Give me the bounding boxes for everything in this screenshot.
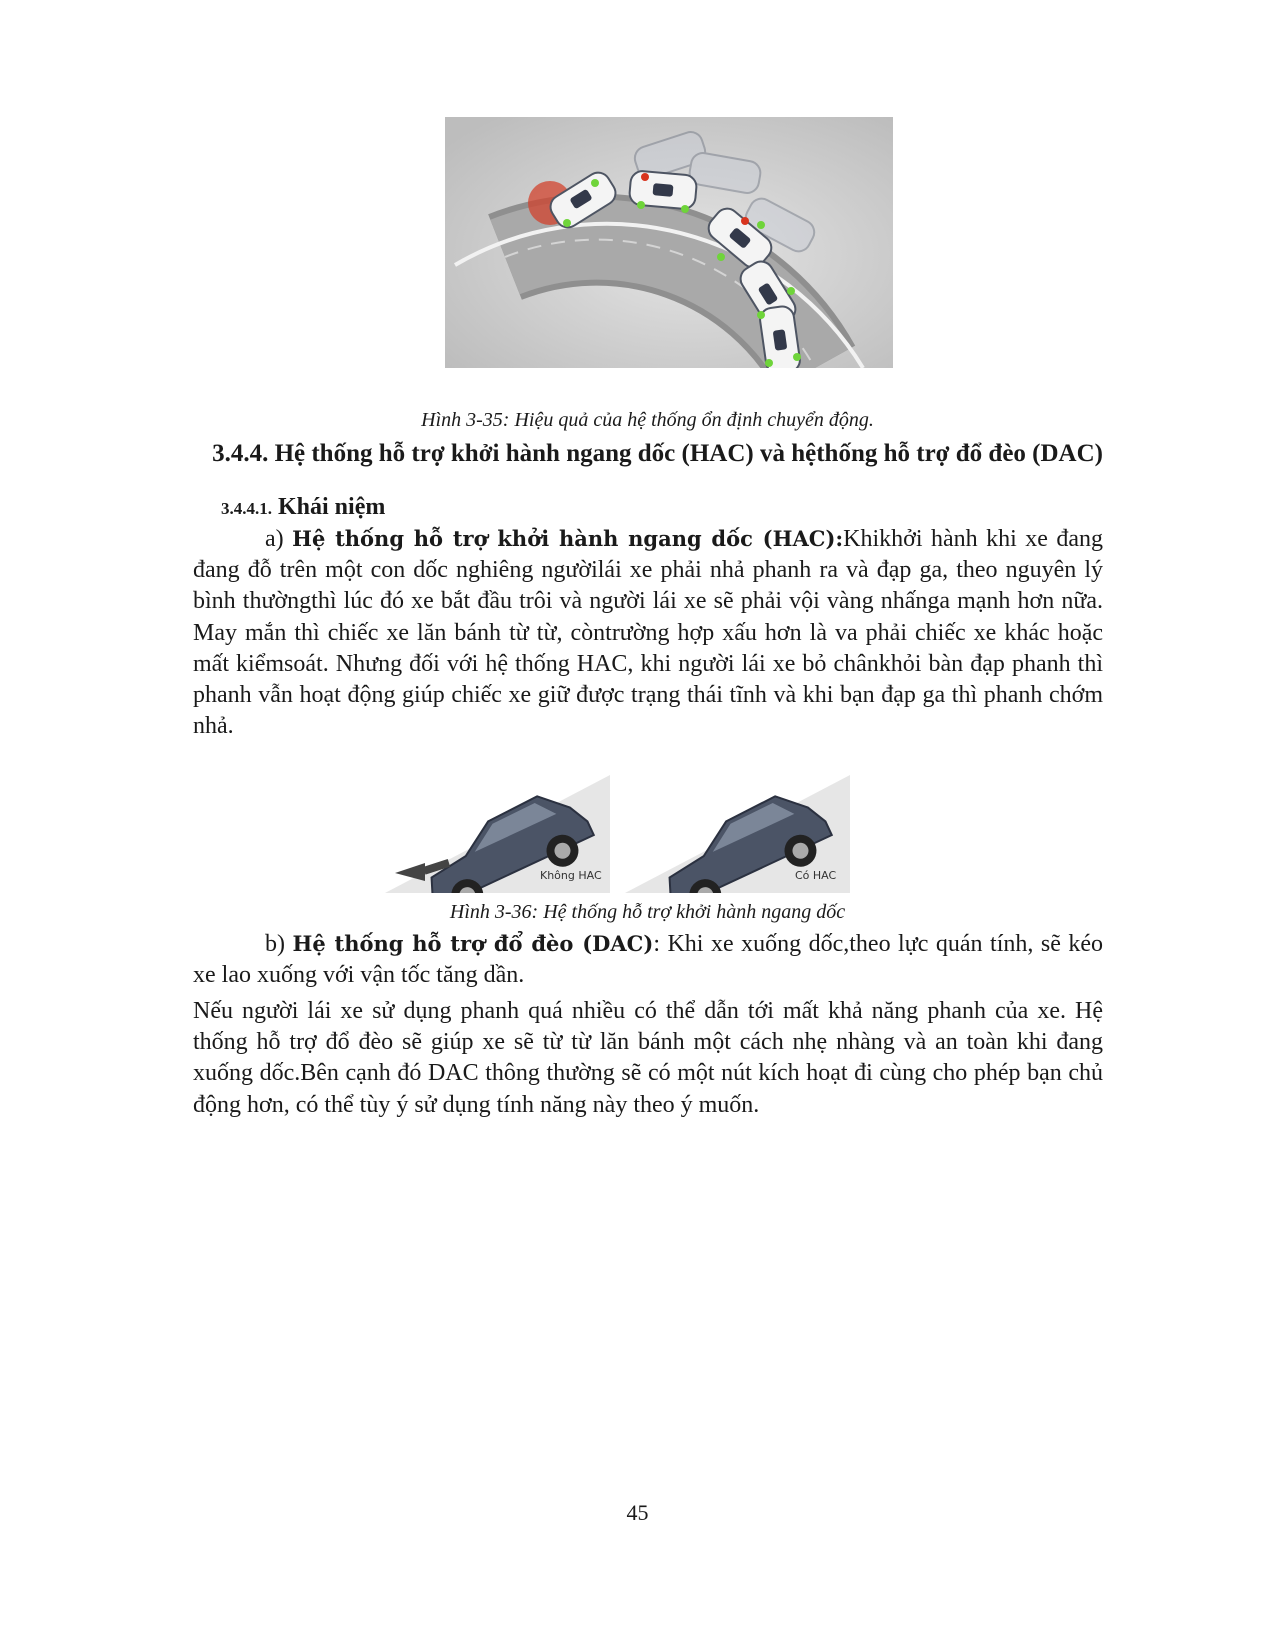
hac-figure	[385, 763, 855, 893]
hac-panel-without	[385, 775, 610, 893]
label-with-hac: Có HAC	[795, 869, 837, 882]
para-b-prefix: b)	[265, 931, 293, 957]
para-a-bold-term: Hệ thống hỗ trợ khởi hành ngang dốc (HAC):	[292, 526, 844, 551]
figure-caption-3-35: Hình 3-35: Hiệu quả của hệ thống ổn định chuyển động.	[421, 409, 874, 431]
para-a-text: Khikhởi hành khi xe đang đang đỗ trên một con dốc nghiêng ngườilái xe phải nhả phanh ra và đạp ga, theo nguyên lý bình thườngthì lúc đó xe bắt đầu trôi và người lái xe sẽ phải vội vàng nhấnga mạnh hơn nữa. May mắn thì chiếc xe lăn bánh từ từ, còntrường hợp xấu hơn là va phải chiếc xe khác hoặc mất kiểmsoát. Nhưng đối với hệ thống HAC, khi người lái xe bỏ chânkhỏi bàn đạp phanh thì phanh vẫn hoạt động giúp chiếc xe giữ được trạng thái tĩnh và khi bạn đạp ga thì phanh chớm nhả.	[193, 526, 1103, 740]
subsection-number: 3.4.4.1.	[221, 499, 272, 518]
paragraph-dac-detail: Nếu người lái xe sử dụng phanh quá nhiều có thể dẫn tới mất khả năng phanh của xe. Hệ thống hỗ trợ đổ đèo sẽ giúp xe sẽ từ từ lăn bánh một cách nhẹ nhàng và an toàn khi đang xuống dốc.Bên cạnh đó DAC thông thường sẽ có một nút kích hoạt đi cùng cho phép bạn chủ động hơn, có thể tùy ý sử dụng tính năng này theo ý muốn.	[193, 998, 1103, 1118]
paragraph-dac	[193, 928, 1103, 991]
figure-caption-3-36: Hình 3-36: Hệ thống hỗ trợ khởi hành ngang dốc	[449, 901, 846, 923]
page-number: 45	[626, 1500, 649, 1525]
subsection-title: Khái niệm	[278, 494, 386, 520]
para-b-bold-term: Hệ thống hỗ trợ đổ đèo (DAC)	[292, 931, 654, 956]
para-b-text: : Khi xe xuống dốc,theo lực quán tính, sẽ kéo xe lao xuống với vận tốc tăng dần.	[193, 931, 1103, 989]
label-without-hac: Không HAC	[540, 869, 602, 882]
subsection-heading	[221, 494, 385, 521]
stability-control-figure	[445, 117, 893, 368]
para-a-prefix: a)	[265, 526, 293, 552]
hac-panel-with	[625, 775, 850, 893]
paragraph-hac	[193, 523, 1103, 742]
section-heading: 3.4.4. Hệ thống hỗ trợ khởi hành ngang dốc (HAC) và hệthống hỗ trợ đổ đèo (DAC)	[212, 440, 1103, 467]
